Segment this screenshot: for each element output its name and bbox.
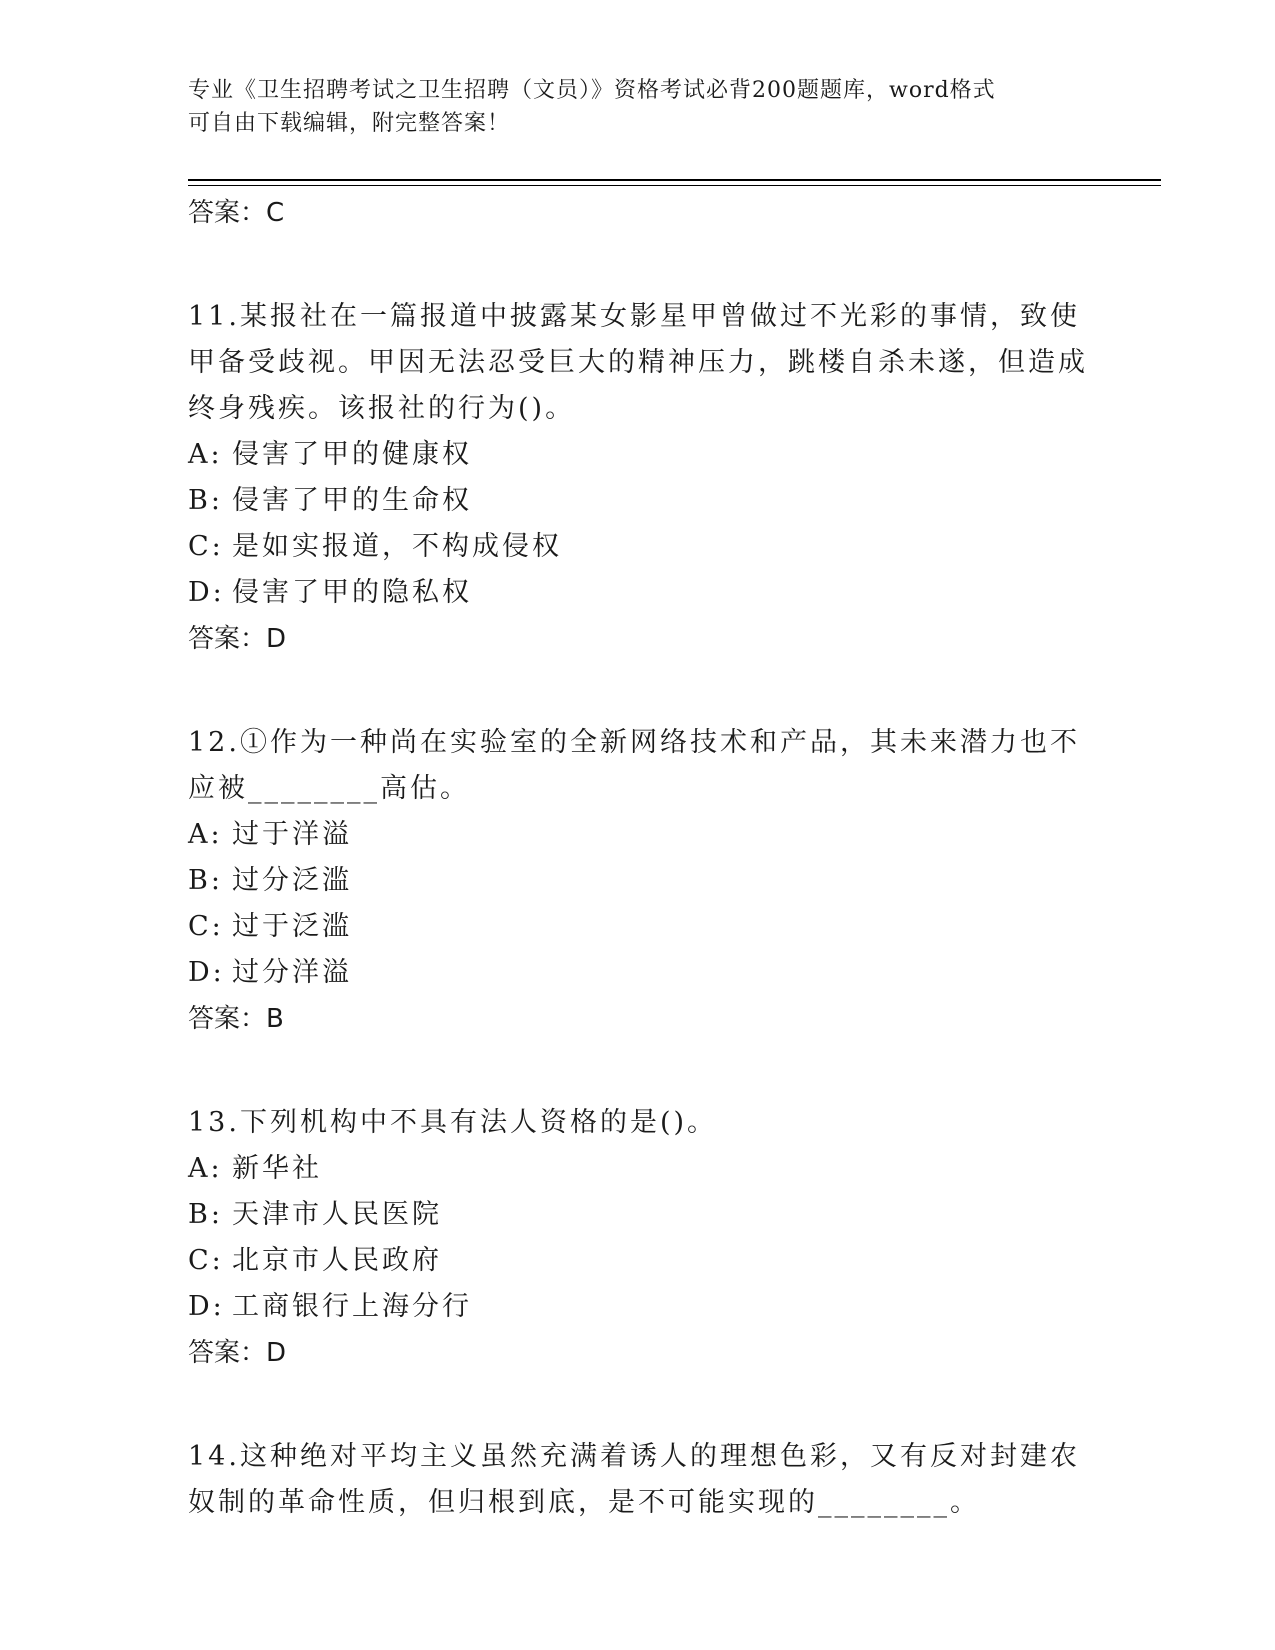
option-key: D: — [188, 957, 225, 988]
question-list — [188, 190, 1088, 1526]
option-key: A: — [188, 1153, 223, 1184]
option-text: 过于洋溢 — [232, 819, 352, 850]
option-c — [188, 904, 1088, 950]
answer-line: 答案：D — [188, 1338, 287, 1368]
option-text: 是如实报道，不构成侵权 — [232, 531, 562, 562]
option-key: A: — [188, 819, 223, 850]
option-text: 过分泛滥 — [232, 865, 352, 896]
question-item — [188, 720, 1088, 1042]
option-text: 新华社 — [232, 1153, 322, 1184]
option-text: 侵害了甲的隐私权 — [232, 577, 472, 608]
option-c — [188, 524, 1088, 570]
option-text: 侵害了甲的健康权 — [232, 439, 472, 470]
option-text: 侵害了甲的生命权 — [232, 485, 472, 516]
header-line-2: 可自由下载编辑，附完整答案！ — [188, 111, 511, 136]
question-item — [188, 294, 1088, 662]
option-a — [188, 1146, 1088, 1192]
option-key: B: — [188, 865, 223, 896]
option-a — [188, 432, 1088, 478]
option-key: A: — [188, 439, 223, 470]
option-key: D: — [188, 577, 225, 608]
option-text: 天津市人民医院 — [232, 1199, 442, 1230]
answer-line: 答案：D — [188, 624, 287, 654]
question-item — [188, 1100, 1088, 1376]
option-text: 北京市人民政府 — [232, 1245, 442, 1276]
option-key: C: — [188, 1245, 224, 1276]
header-line-1: 专业《卫生招聘考试之卫生招聘（文员）》资格考试必背200题题库，word格式 — [188, 78, 996, 103]
option-key: C: — [188, 531, 224, 562]
option-d — [188, 950, 1088, 996]
document-header — [188, 74, 1088, 140]
option-key: D: — [188, 1291, 225, 1322]
header-rule-thin — [188, 185, 1161, 186]
option-a — [188, 812, 1088, 858]
question-item — [188, 1434, 1088, 1526]
option-d — [188, 1284, 1088, 1330]
option-d — [188, 570, 1088, 616]
option-key: C: — [188, 911, 224, 942]
question-stem: 12.①作为一种尚在实验室的全新网络技术和产品，其未来潜力也不应被________高估。 — [188, 727, 1080, 804]
answer-line: 答案：B — [188, 1004, 284, 1034]
option-text: 过分洋溢 — [232, 957, 352, 988]
option-key: B: — [188, 1199, 223, 1230]
question-stem: 13.下列机构中不具有法人资格的是()。 — [188, 1107, 718, 1138]
option-b — [188, 478, 1088, 524]
header-rule-thick — [188, 179, 1161, 181]
option-c — [188, 1238, 1088, 1284]
option-text: 过于泛滥 — [232, 911, 352, 942]
option-key: B: — [188, 485, 223, 516]
question-stem: 14.这种绝对平均主义虽然充满着诱人的理想色彩，又有反对封建农奴制的革命性质，但归根到底，是不可能实现的________。 — [188, 1441, 1080, 1518]
option-b — [188, 858, 1088, 904]
option-b — [188, 1192, 1088, 1238]
question-stem: 11.某报社在一篇报道中披露某女影星甲曾做过不光彩的事情，致使甲备受歧视。甲因无法忍受巨大的精神压力，跳楼自杀未遂，但造成终身残疾。该报社的行为()。 — [188, 301, 1088, 424]
option-text: 工商银行上海分行 — [232, 1291, 472, 1322]
answer-line: 答案：C — [188, 198, 285, 228]
